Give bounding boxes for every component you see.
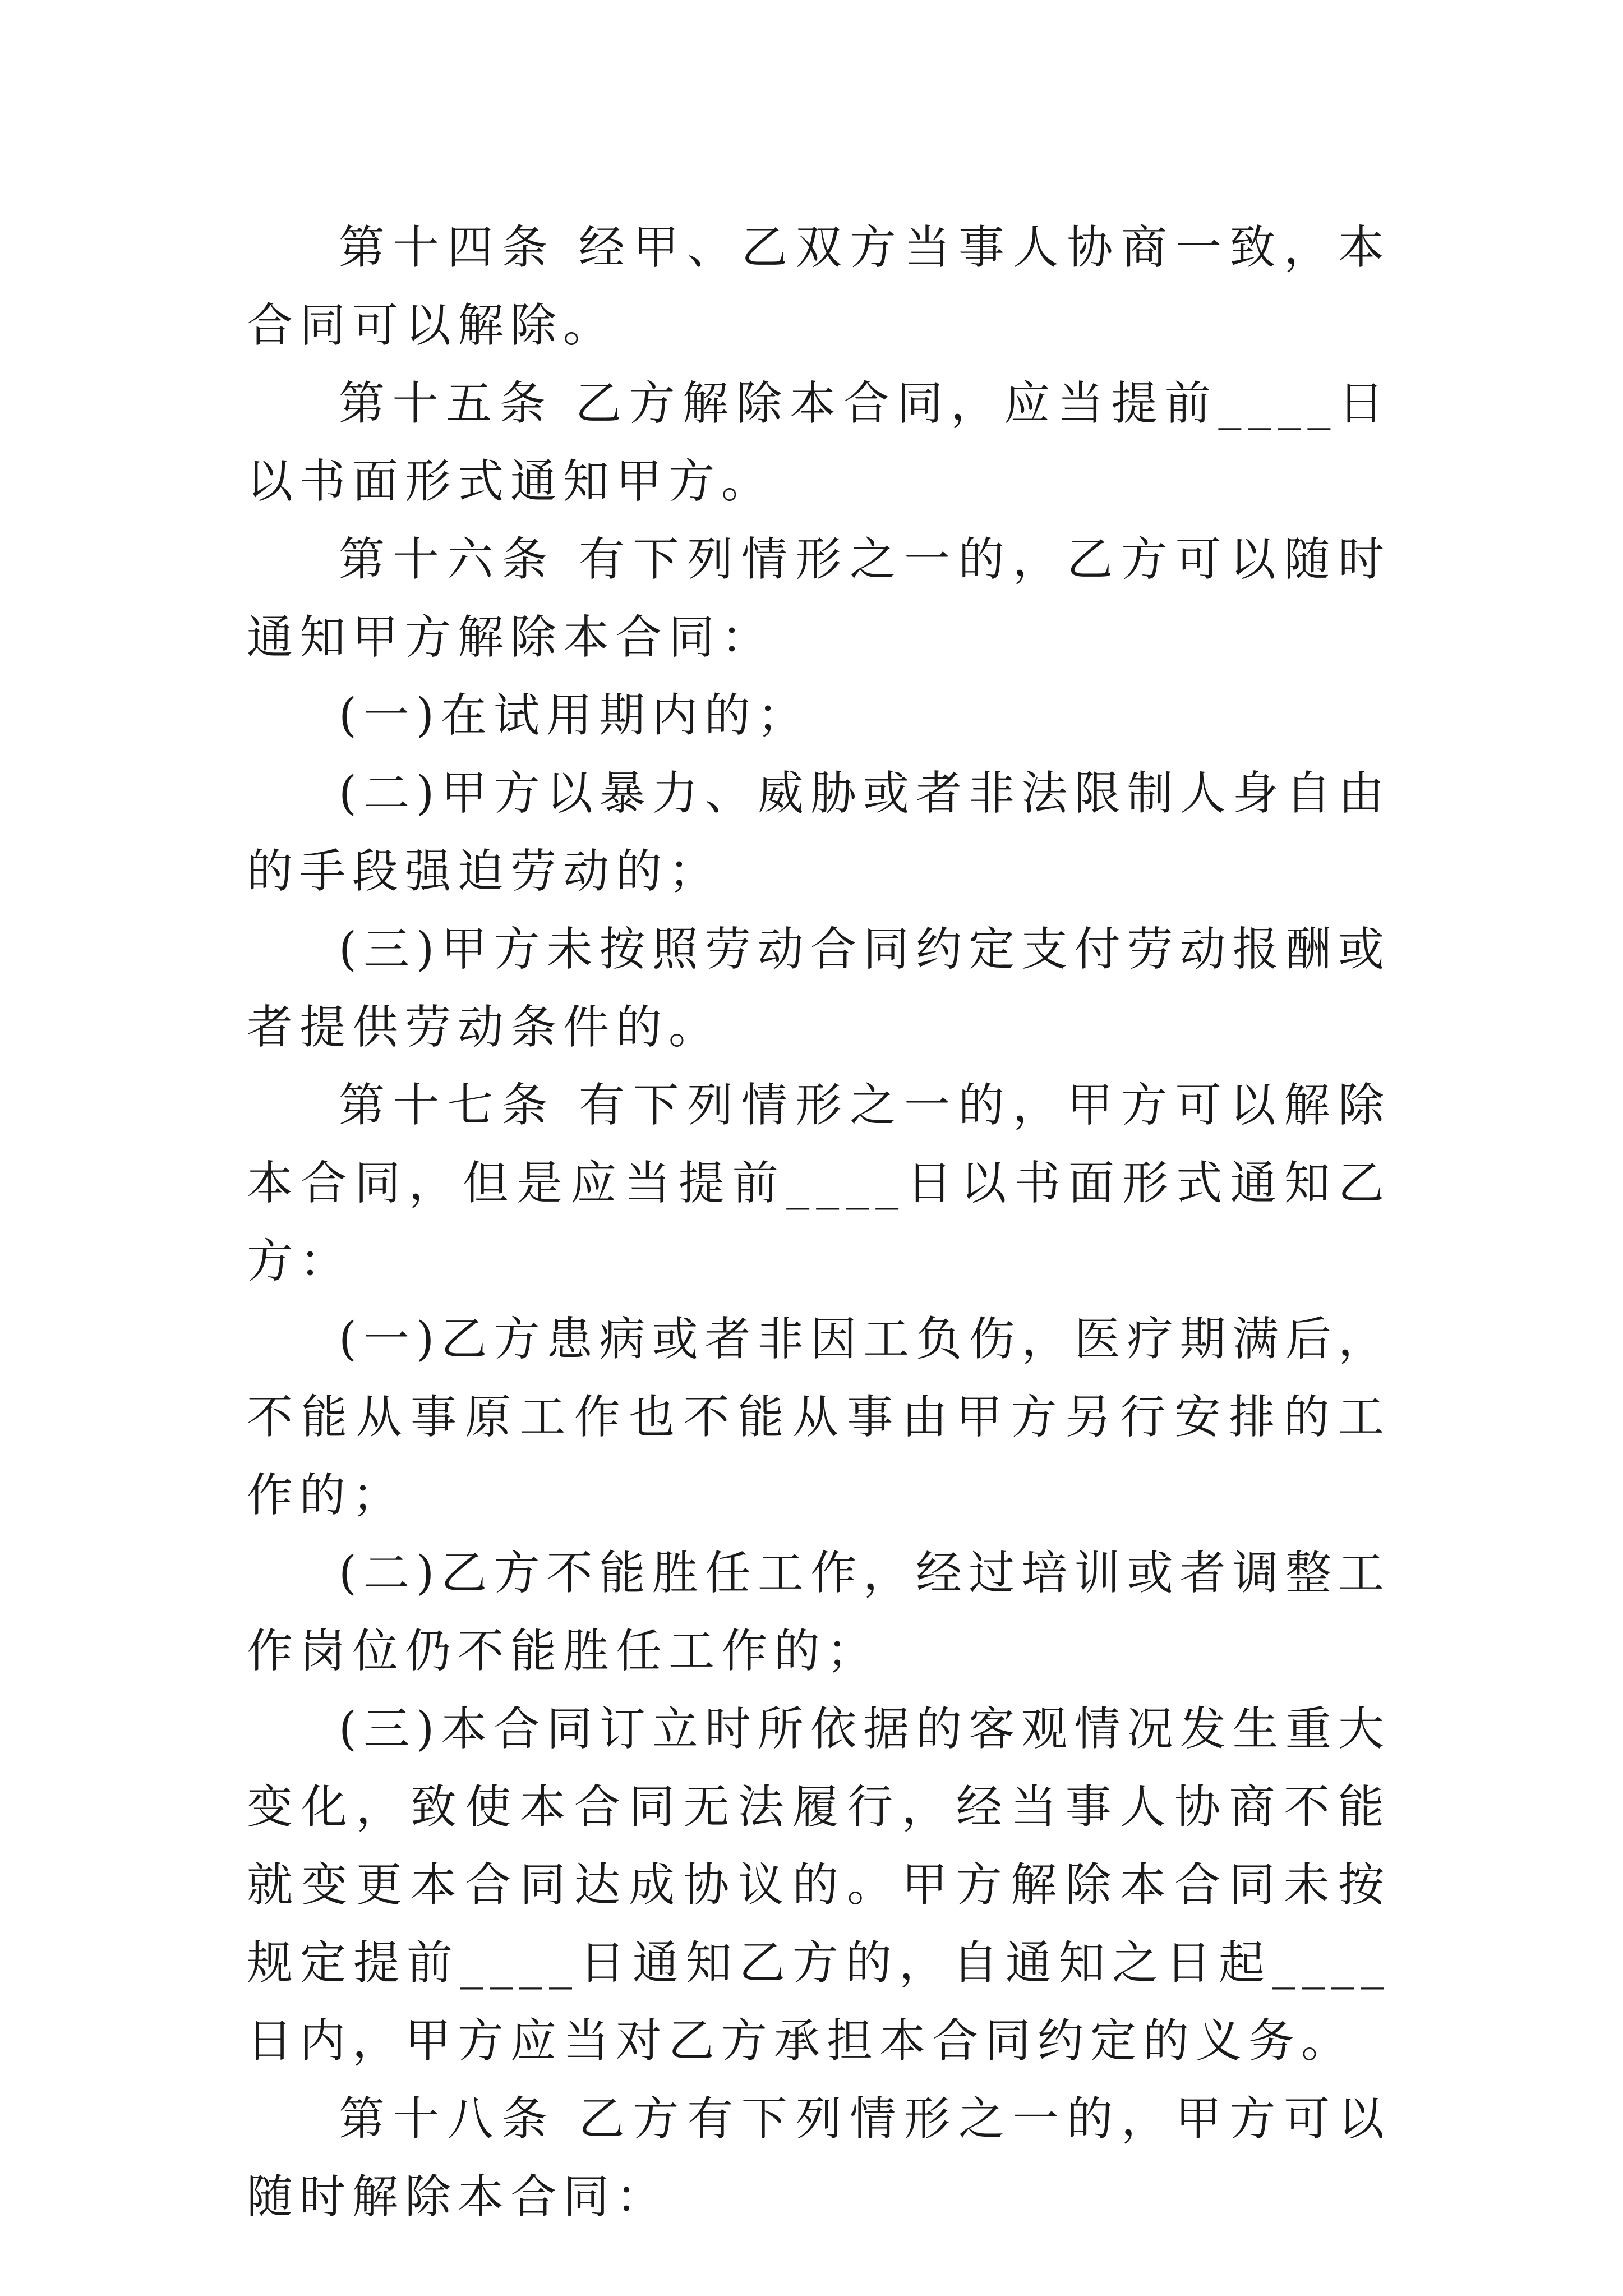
article-16-item-3: (三)甲方未按照劳动合同约定支付劳动报酬或者提供劳动条件的。 [247, 923, 1391, 1054]
article-14: 第十四条 经甲、乙双方当事人协商一致，本合同可以解除。 [247, 221, 1391, 352]
article-17-item-3: (三)本合同订立时所依据的客观情况发生重大变化，致使本合同无法履行，经当事人协商不能就变更本合同达成协议的。甲方解除本合同未按规定提前____日通知乙方的，自通知之日起____日内，甲方应当对乙方承担本合同约定的义务。 [247, 1703, 1391, 2068]
article-16: 第十六条 有下列情形之一的，乙方可以随时通知甲方解除本合同： [247, 533, 1391, 664]
article-16-item-2: (二)甲方以暴力、威胁或者非法限制人身自由的手段强迫劳动的； [247, 767, 1391, 898]
document-body [247, 209, 1391, 2236]
article-17-item-1: (一)乙方患病或者非因工负伤，医疗期满后，不能从事原工作也不能从事由甲方另行安排的工作的； [247, 1313, 1391, 1522]
article-15: 第十五条 乙方解除本合同，应当提前____日以书面形式通知甲方。 [247, 377, 1391, 508]
article-17: 第十七条 有下列情形之一的，甲方可以解除本合同，但是应当提前____日以书面形式通知乙方： [247, 1079, 1391, 1288]
article-16-item-1: (一)在试用期内的； [339, 689, 810, 742]
article-17-item-2: (二)乙方不能胜任工作，经过培训或者调整工作岗位仍不能胜任工作的； [247, 1547, 1391, 1678]
article-18: 第十八条 乙方有下列情形之一的，甲方可以随时解除本合同： [247, 2092, 1391, 2224]
